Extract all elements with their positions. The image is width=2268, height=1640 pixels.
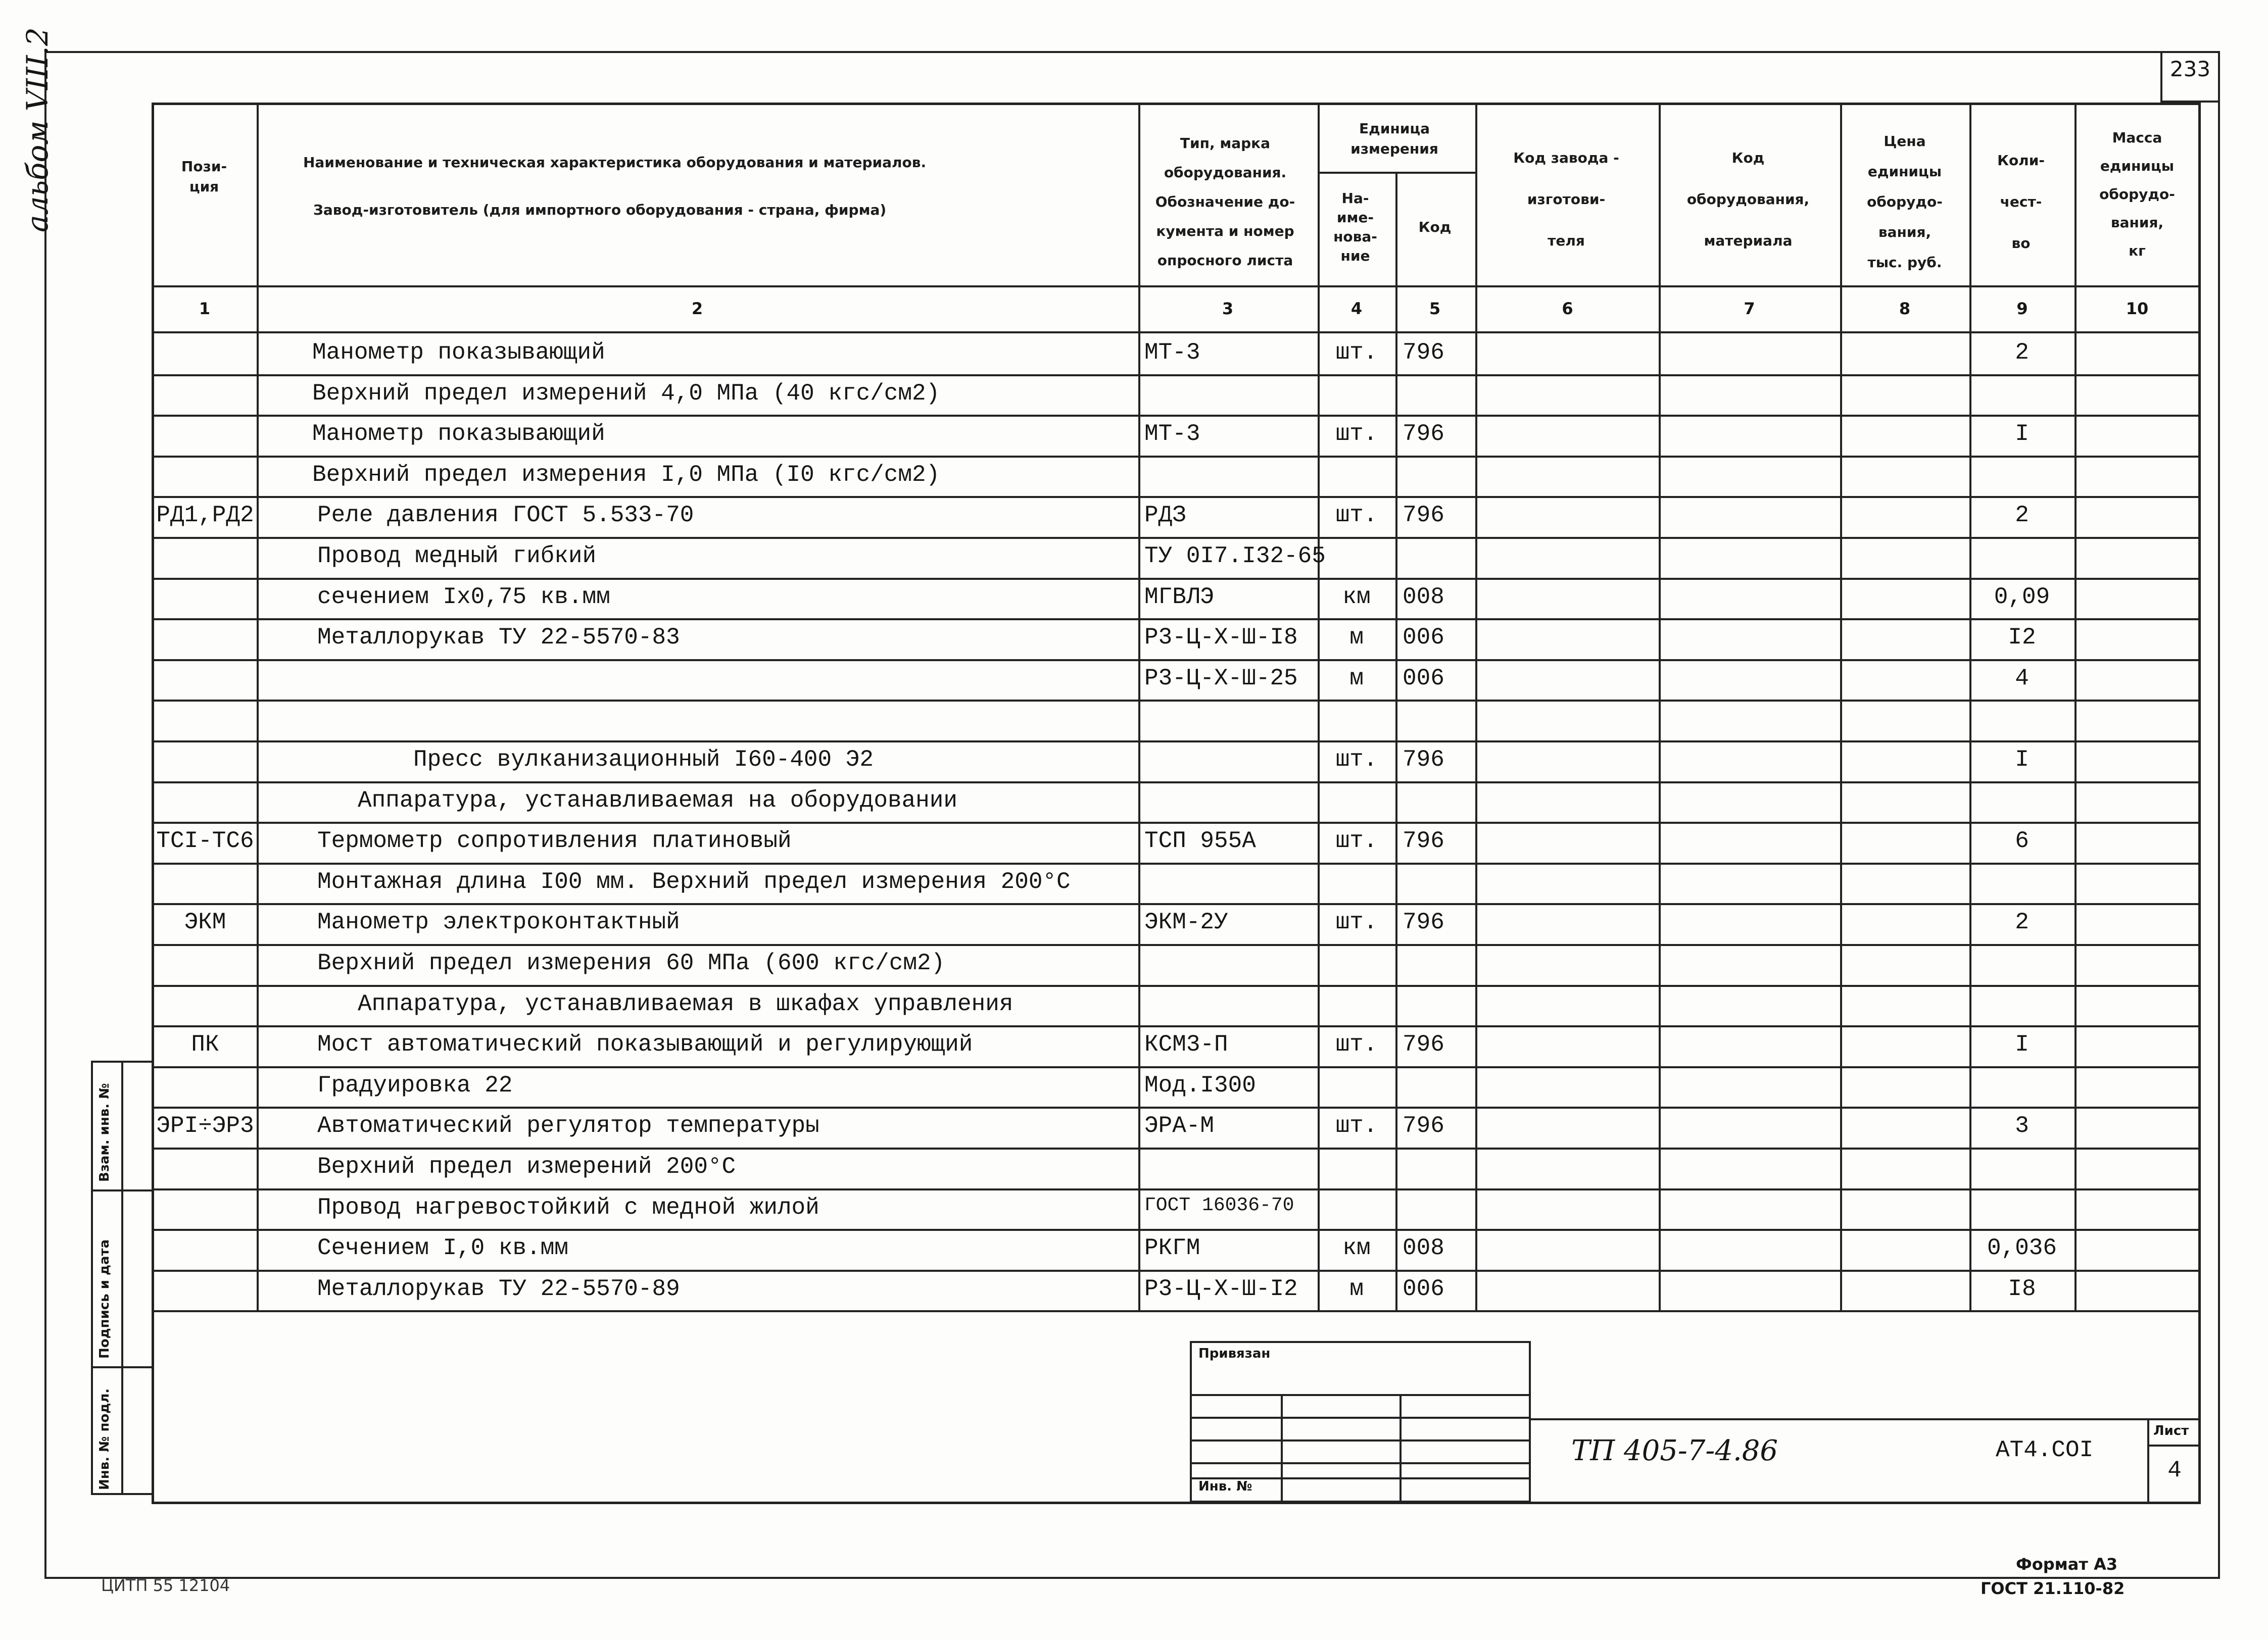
cell-unit-code: 796 <box>1403 339 1444 366</box>
cell-type: Р3-Ц-Х-Ш-25 <box>1144 665 1298 691</box>
cell-position: РД1,РД2 <box>156 502 254 528</box>
cell-unit: шт. <box>1335 421 1378 447</box>
cell-type: КСМ3-П <box>1144 1031 1228 1058</box>
cell-name: Верхний предел измерений 4,0 МПа (40 кгс/см2) <box>312 380 940 407</box>
cell-unit-code: 796 <box>1403 1031 1444 1058</box>
cell-unit: м <box>1349 1276 1364 1302</box>
header-name-line2: Завод-изготовитель (для импортного оборудования - страна, фирма) <box>313 202 887 218</box>
col-num-6: 6 <box>1562 299 1573 318</box>
cell-type: ГОСТ 16036-70 <box>1144 1195 1294 1216</box>
privyazan-label: Привязан <box>1198 1346 1271 1361</box>
cell-unit: шт. <box>1335 339 1378 366</box>
footer-gost: ГОСТ 21.110-82 <box>1981 1579 2125 1598</box>
cell-name: Верхний предел измерения I,0 МПа (I0 кгс/см2) <box>312 462 940 488</box>
cell-name: Металлорукав ТУ 22-5570-83 <box>317 624 680 651</box>
cell-unit-code: 008 <box>1403 1235 1444 1261</box>
header-unit-code: Код <box>1418 219 1452 235</box>
row-line-4 <box>154 496 2201 498</box>
row-line-2 <box>154 415 2201 417</box>
sheet-code: АТ4.СОI <box>1996 1437 2094 1463</box>
cell-position: ЭКМ <box>184 909 226 935</box>
cell-quantity: I <box>2015 1031 2029 1058</box>
sheet-box-line <box>2147 1445 2201 1447</box>
cell-quantity: 2 <box>2015 502 2029 528</box>
cell-unit: м <box>1349 665 1364 691</box>
side-note: альбом VIII.2 <box>20 27 55 232</box>
cell-unit-code: 796 <box>1403 909 1444 935</box>
left-stamp-line-1 <box>91 1189 154 1191</box>
col-num-10: 10 <box>2126 299 2149 318</box>
unit-sub-line <box>1318 172 1475 174</box>
row-line-19 <box>154 1107 2201 1109</box>
row-line-21 <box>154 1188 2201 1190</box>
row-line-18 <box>154 1066 2201 1068</box>
cell-quantity: 2 <box>2015 339 2029 366</box>
cell-type: Мод.I300 <box>1144 1072 1256 1099</box>
col-line-7 <box>1840 103 1842 1310</box>
row-line-16 <box>154 985 2201 987</box>
col-num-8: 8 <box>1899 299 1911 318</box>
col-num-9: 9 <box>2016 299 2028 318</box>
header-type: Тип, марка оборудования. Обозначение до- кумента и номер опросного листа <box>1155 135 1295 269</box>
sheet-label: Лист <box>2153 1423 2189 1438</box>
cell-type: МТ-3 <box>1144 421 1200 447</box>
cell-name: сечением Iх0,75 кв.мм <box>317 584 610 610</box>
row-line-24 <box>154 1310 2201 1312</box>
header-quantity: Коли- чест- во <box>1997 152 2045 252</box>
cell-quantity: I <box>2015 747 2029 773</box>
header-mass: Масса единицы оборудо- вания, кг <box>2099 129 2175 259</box>
cell-type: МТ-3 <box>1144 339 1200 366</box>
cell-type: РДЗ <box>1144 502 1186 528</box>
row-line-7 <box>154 618 2201 620</box>
cell-type: ТСП 955А <box>1144 828 1256 854</box>
cell-type: Р3-Ц-Х-Ш-I8 <box>1144 624 1298 651</box>
header-price: Цена единицы оборудо- вания, тыс. руб. <box>1867 133 1943 271</box>
cell-name: Манометр показывающий <box>312 339 605 366</box>
header-position: Пози- ция <box>181 158 227 195</box>
cell-unit-code: 006 <box>1403 624 1444 651</box>
row-line-3 <box>154 456 2201 458</box>
cell-type: ЭРА-М <box>1144 1113 1215 1139</box>
privyazan-vline-1 <box>1281 1394 1283 1503</box>
cell-unit: шт. <box>1335 747 1378 773</box>
cell-name: Мост автоматический показывающий и регулирующий <box>317 1031 973 1058</box>
cell-unit: шт. <box>1335 1113 1378 1139</box>
cell-type: РКГМ <box>1144 1235 1200 1261</box>
row-line-5 <box>154 537 2201 539</box>
title-top-line <box>1531 1418 2201 1420</box>
cell-quantity: 2 <box>2015 909 2029 935</box>
cell-type: МГВЛЭ <box>1144 584 1215 610</box>
doc-number: ТП 405-7-4.86 <box>1571 1434 1778 1467</box>
cell-unit-code: 008 <box>1403 584 1444 610</box>
row-line-22 <box>154 1229 2201 1231</box>
cell-name: Верхний предел измерения 60 МПа (600 кгс/см2) <box>317 950 945 976</box>
col-line-6 <box>1659 103 1661 1310</box>
cell-unit-code: 006 <box>1403 665 1444 691</box>
cell-unit: км <box>1342 584 1371 610</box>
row-line-9 <box>154 700 2201 702</box>
cell-type: ЭКМ-2У <box>1144 909 1228 935</box>
cell-name: Аппаратура, устанавливаемая в шкафах управления <box>358 991 1014 1017</box>
row-line-13 <box>154 863 2201 865</box>
cell-quantity: I <box>2015 421 2029 447</box>
sheet-number: 4 <box>2167 1457 2182 1483</box>
header-unit: Единица измерения <box>1350 120 1438 157</box>
cell-type: Р3-Ц-Х-Ш-I2 <box>1144 1276 1298 1302</box>
cell-name: Металлорукав ТУ 22-5570-89 <box>317 1276 680 1302</box>
cell-quantity: 0,09 <box>1994 584 2050 610</box>
cell-quantity: 3 <box>2015 1113 2029 1139</box>
row-line-15 <box>154 944 2201 946</box>
cell-quantity: 4 <box>2015 665 2029 691</box>
cell-name: Пресс вулканизационный I60-400 Э2 <box>413 747 874 773</box>
cell-unit-code: 796 <box>1403 421 1444 447</box>
cell-unit: шт. <box>1335 1031 1378 1058</box>
cell-name: Провод нагревостойкий с медной жилой <box>317 1195 819 1221</box>
cell-name: Градуировка 22 <box>317 1072 513 1099</box>
cell-position: ПК <box>191 1031 219 1058</box>
cell-unit-code: 796 <box>1403 828 1444 854</box>
row-line-14 <box>154 903 2201 905</box>
numbers-line <box>154 331 2201 333</box>
cell-name: Манометр показывающий <box>312 421 605 447</box>
cell-quantity: I8 <box>2008 1276 2036 1302</box>
row-line-10 <box>154 740 2201 742</box>
col-line-9 <box>2074 103 2077 1310</box>
stamp-inv-podl: Инв. № подл. <box>97 1388 112 1490</box>
row-line-17 <box>154 1025 2201 1027</box>
privyazan-line-3 <box>1190 1439 1531 1442</box>
cell-unit-code: 796 <box>1403 747 1444 773</box>
col-line-1 <box>257 103 259 1310</box>
stamp-signature-date: Подпись и дата <box>97 1239 112 1359</box>
cell-type: ТУ 0I7.I32-65 <box>1144 543 1326 569</box>
cell-unit-code: 006 <box>1403 1276 1444 1302</box>
cell-unit: шт. <box>1335 909 1378 935</box>
col-num-1: 1 <box>199 299 211 318</box>
stamp-vzam-inv: Взам. инв. № <box>97 1083 112 1182</box>
cell-position: ТСI-ТС6 <box>156 828 254 854</box>
cell-name: Провод медный гибкий <box>317 543 597 569</box>
header-line <box>154 285 2201 287</box>
row-line-12 <box>154 822 2201 824</box>
cell-name: Монтажная длина I00 мм. Верхний предел измерения 200°С <box>317 869 1071 895</box>
cell-unit: м <box>1349 624 1364 651</box>
cell-name: Верхний предел измерений 200°С <box>317 1154 736 1180</box>
header-name-line1: Наименование и техническая характеристика оборудования и материалов. <box>303 154 927 171</box>
left-stamp-line-2 <box>91 1366 154 1368</box>
cell-name: Аппаратура, устанавливаемая на оборудовании <box>358 787 957 814</box>
cell-quantity: I2 <box>2008 624 2036 651</box>
cell-name: Манометр электроконтактный <box>317 909 680 935</box>
col-line-5 <box>1475 103 1477 1310</box>
row-line-1 <box>154 374 2201 376</box>
left-stamp-divider <box>121 1061 123 1495</box>
cell-name: Автоматический регулятор температуры <box>317 1113 819 1139</box>
cell-name: Реле давления ГОСТ 5.533-70 <box>317 502 694 528</box>
row-line-8 <box>154 659 2201 661</box>
cell-unit: шт. <box>1335 828 1378 854</box>
row-line-11 <box>154 781 2201 783</box>
privyazan-line-4 <box>1190 1462 1531 1464</box>
cell-unit-code: 796 <box>1403 1113 1444 1139</box>
cell-unit-code: 796 <box>1403 502 1444 528</box>
cell-unit: км <box>1342 1235 1371 1261</box>
privyazan-vline-2 <box>1400 1394 1402 1503</box>
row-line-20 <box>154 1148 2201 1150</box>
page-number: 233 <box>2169 57 2211 81</box>
footer-left: ЦИТП 55 12104 <box>101 1576 230 1595</box>
privyazan-line-2 <box>1190 1417 1531 1419</box>
cell-name: Сечением I,0 кв.мм <box>317 1235 568 1261</box>
cell-quantity: 0,036 <box>1987 1235 2057 1261</box>
cell-quantity: 6 <box>2015 828 2029 854</box>
col-num-3: 3 <box>1222 299 1234 318</box>
row-line-23 <box>154 1270 2201 1272</box>
header-unit-name: На- име- нова- ние <box>1333 190 1377 264</box>
col-num-7: 7 <box>1744 299 1755 318</box>
cell-position: ЭРI÷ЭР3 <box>156 1113 254 1139</box>
row-line-6 <box>154 578 2201 580</box>
footer-format: Формат А3 <box>2016 1555 2118 1574</box>
col-num-2: 2 <box>691 299 703 318</box>
col-num-5: 5 <box>1429 299 1441 318</box>
cell-name: Термометр сопротивления платиновый <box>317 828 792 854</box>
privyazan-line-1 <box>1190 1394 1531 1396</box>
header-factory-code: Код завода - изготови- теля <box>1513 150 1619 249</box>
header-equipment-code: Код оборудования, материала <box>1686 150 1810 249</box>
cell-unit: шт. <box>1335 502 1378 528</box>
inv-no-label: Инв. № <box>1198 1479 1252 1494</box>
col-num-4: 4 <box>1350 299 1363 318</box>
